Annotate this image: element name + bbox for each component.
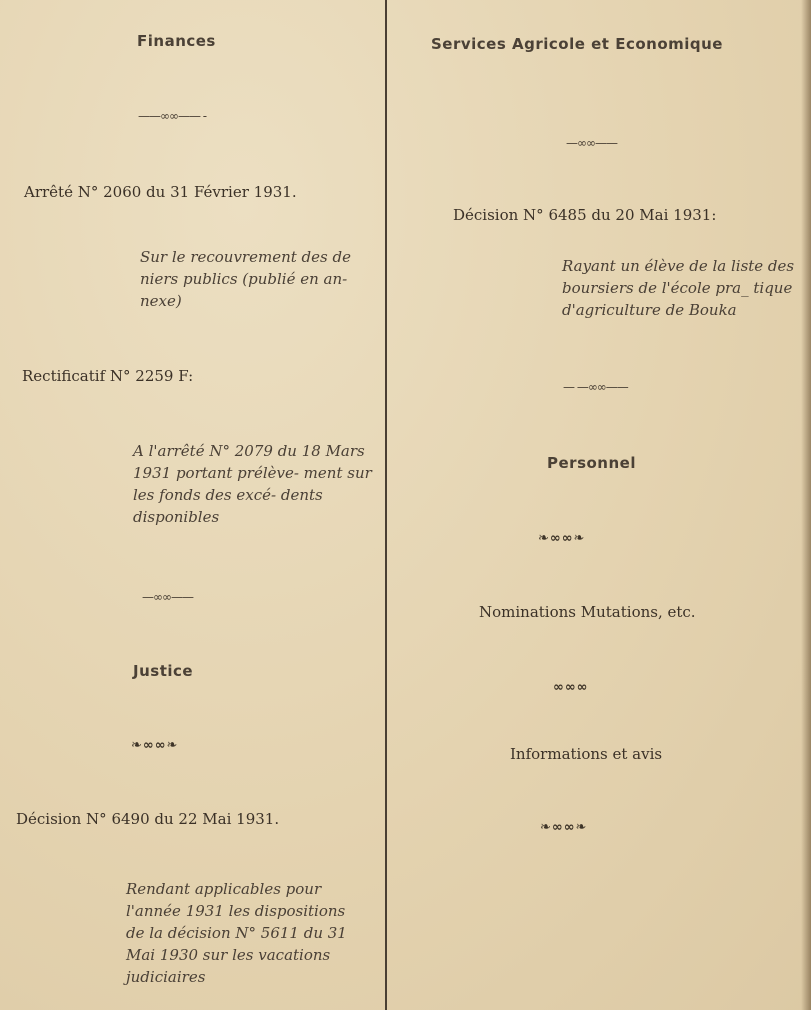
fleuron-ornament: ∞∞∞ <box>553 680 589 695</box>
fleuron-ornament: ❧∞∞❧ <box>538 531 586 546</box>
arrete-2060-title: Arrêté N° 2060 du 31 Février 1931. <box>24 183 297 201</box>
finances-heading: Finances <box>137 32 216 50</box>
ornament-divider: —∞∞—— <box>142 590 193 604</box>
rectificatif-2259-summary: A l'arrêté N° 2079 du 18 Mars 1931 portant prélève- ment sur les fonds des excé- dents disponibles <box>133 442 372 526</box>
personnel-heading: Personnel <box>547 454 636 472</box>
fleuron-ornament: ❧∞∞❧ <box>131 738 179 753</box>
rectificatif-2259-title: Rectificatif N° 2259 F: <box>22 367 194 385</box>
justice-heading: Justice <box>133 662 194 680</box>
arrete-2060-summary: Sur le recouvrement des de niers publics (publié en an- nexe) <box>140 248 351 310</box>
ornament-divider: —∞∞—— <box>566 136 617 150</box>
column-divider-rule <box>385 0 387 1010</box>
services-agricole-heading: Services Agricole et Economique <box>431 35 723 53</box>
ornament-divider: — —∞∞—— <box>563 380 628 394</box>
decision-6490-summary: Rendant applicables pour l'année 1931 les dispositions de la décision N° 5611 du 31 Mai 1930 sur les vacations judiciaires <box>126 880 347 986</box>
decision-6485-title: Décision N° 6485 du 20 Mai 1931: <box>453 206 717 224</box>
decision-6485-summary: Rayant un élève de la liste des boursiers de l'école pra_ tique d'agriculture de Bouka <box>562 257 795 319</box>
ornament-divider: ——∞∞—— - <box>138 109 207 123</box>
informations-heading: Informations et avis <box>510 745 663 763</box>
fleuron-ornament: ❧∞∞❧ <box>540 820 588 835</box>
page-edge-shadow <box>801 0 811 1010</box>
decision-6490-title: Décision N° 6490 du 22 Mai 1931. <box>16 810 280 828</box>
nominations-heading: Nominations Mutations, etc. <box>479 603 696 621</box>
